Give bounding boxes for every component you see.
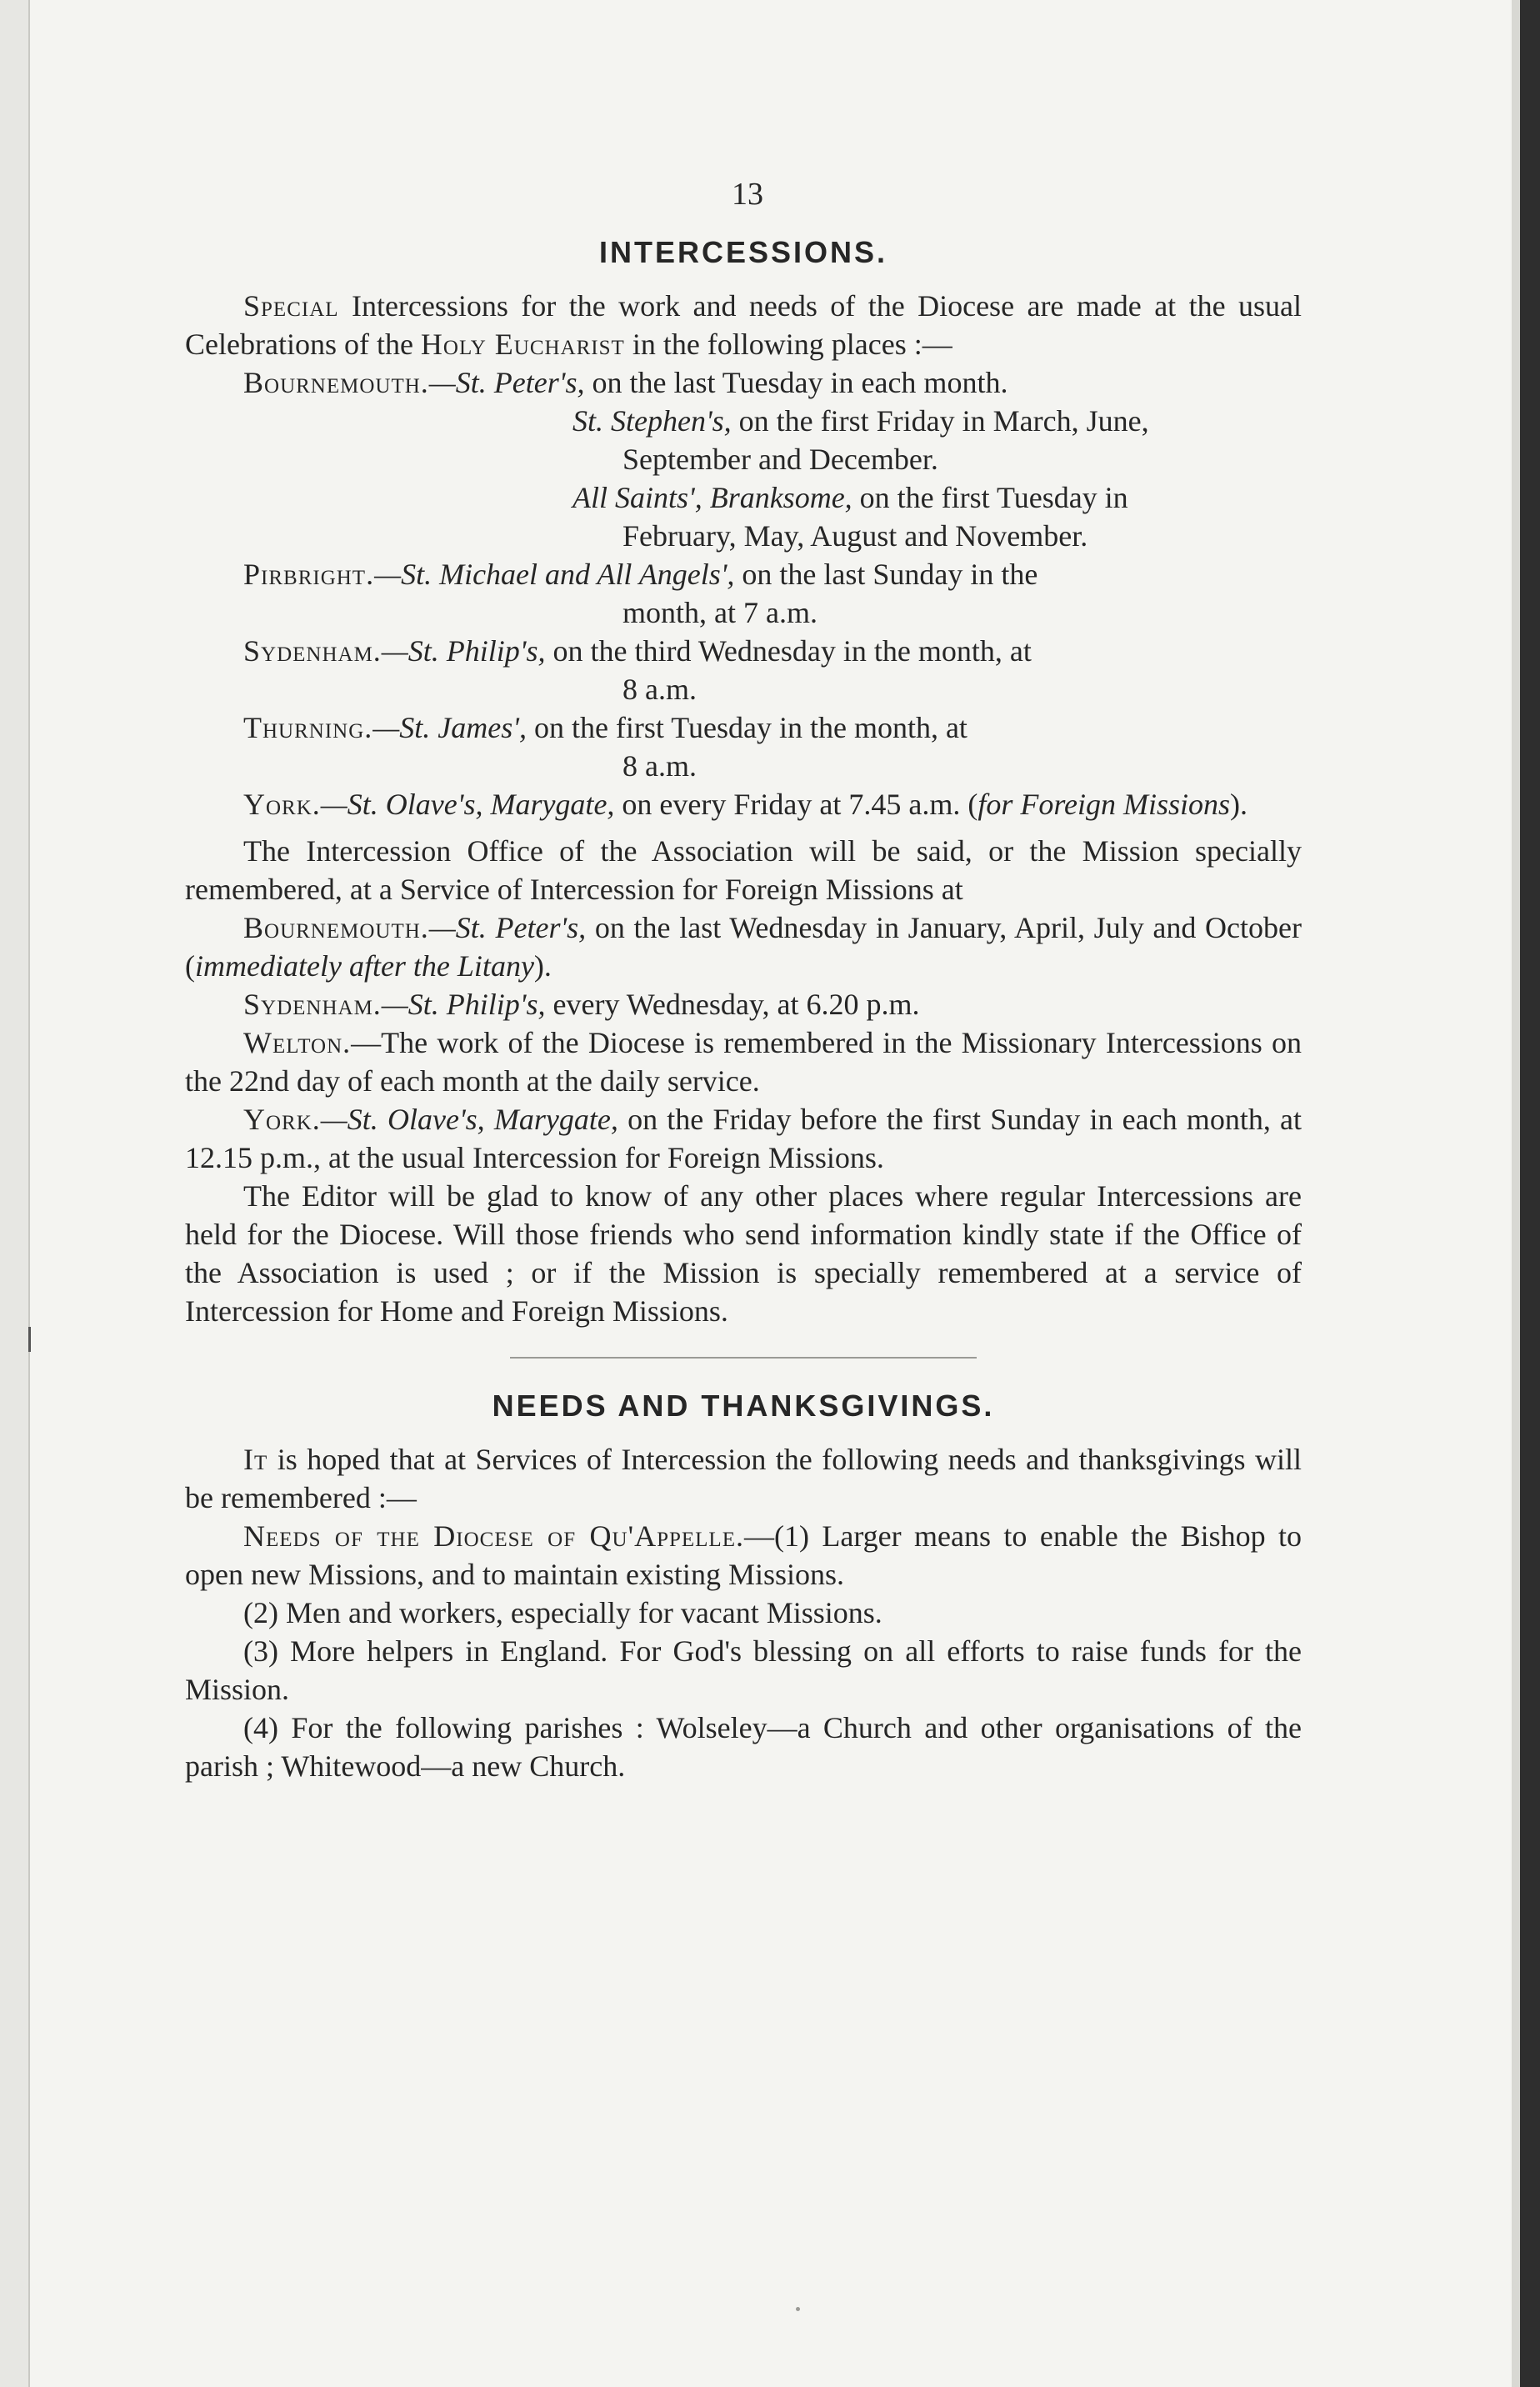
office-intro: The Intercession Office of the Association will be said, or the Mission specially remembered, at a Service of Intercession for Foreign Missions at — [185, 834, 1302, 906]
office-sydenham: Sydenham.—St. Philip's, every Wednesday, at 6.20 p.m. — [243, 988, 920, 1021]
office-york: York.—St. Olave's, Marygate, on the Friday before the first Sunday in each month, at 12.15 p.m., at the usual Intercession for Foreign Missions. — [185, 1103, 1302, 1174]
page-number: 13 — [732, 177, 763, 212]
office-bournemouth: Bournemouth.—St. Peter's, on the last Wednesday in January, April, July and October (immediately after the Litany). — [185, 911, 1302, 983]
needs-intro: It is hoped that at Services of Intercession the following needs and thanksgivings will be remembered :— — [185, 1443, 1302, 1514]
page-right-edge — [1520, 0, 1540, 2387]
page-right-shadow — [1512, 0, 1520, 2387]
editor-note: The Editor will be glad to know of any other places where regular Intercessions are held for the Diocese. Will those friends who send information kindly state if the Office of the Association is used ; or if the Mission is specially remembered at a service of Intercession for Home and Foreign Missions. — [185, 1179, 1302, 1328]
page-speck — [796, 2307, 800, 2311]
needs-item-2: (2) Men and workers, especially for vacant Missions. — [243, 1596, 882, 1629]
entry-thurning: Thurning.—St. James', on the first Tuesday in the month, at 8 a.m. — [243, 711, 968, 783]
intercessions-heading: INTERCESSIONS. — [598, 235, 888, 269]
page-left-edge — [0, 0, 30, 2387]
needs-heading: NEEDS AND THANKSGIVINGS. — [492, 1389, 995, 1423]
needs-item-4: (4) For the following parishes : Wolseley—a Church and other organisations of the parish ; Whitewood—a new Church. — [185, 1711, 1302, 1783]
needs-item-3: (3) More helpers in England. For God's blessing on all efforts to raise funds for the Mission. — [185, 1634, 1302, 1706]
entry-bournemouth: Bournemouth.—St. Peter's, on the last Tuesday in each month. St. Stephen's, on the first Friday in March, June, September and December. All Saints', Branksome, on the first Tuesday in February, May, August and November. — [243, 366, 1149, 553]
entry-sydenham: Sydenham.—St. Philip's, on the third Wednesday in the month, at 8 a.m. — [243, 634, 1032, 706]
needs-item-1: Needs of the Diocese of Qu'Appelle.—(1) Larger means to enable the Bishop to open new Missions, and to maintain existing Missions. — [185, 1519, 1302, 1591]
section-divider — [510, 1357, 977, 1359]
office-welton: Welton.—The work of the Diocese is remembered in the Missionary Intercessions on the 22nd day of each month at the daily service. — [185, 1026, 1302, 1098]
intercessions-intro: Special Intercessions for the work and needs of the Diocese are made at the usual Celebrations of the Holy Eucharist in the following places :— — [185, 289, 1302, 361]
entry-pirbright: Pirbright.—St. Michael and All Angels', on the last Sunday in the month, at 7 a.m. — [243, 558, 1038, 629]
document-page — [185, 175, 1302, 1785]
margin-mark — [28, 1327, 31, 1352]
entry-york: York.—St. Olave's, Marygate, on every Friday at 7.45 a.m. (for Foreign Missions). — [243, 788, 1248, 821]
